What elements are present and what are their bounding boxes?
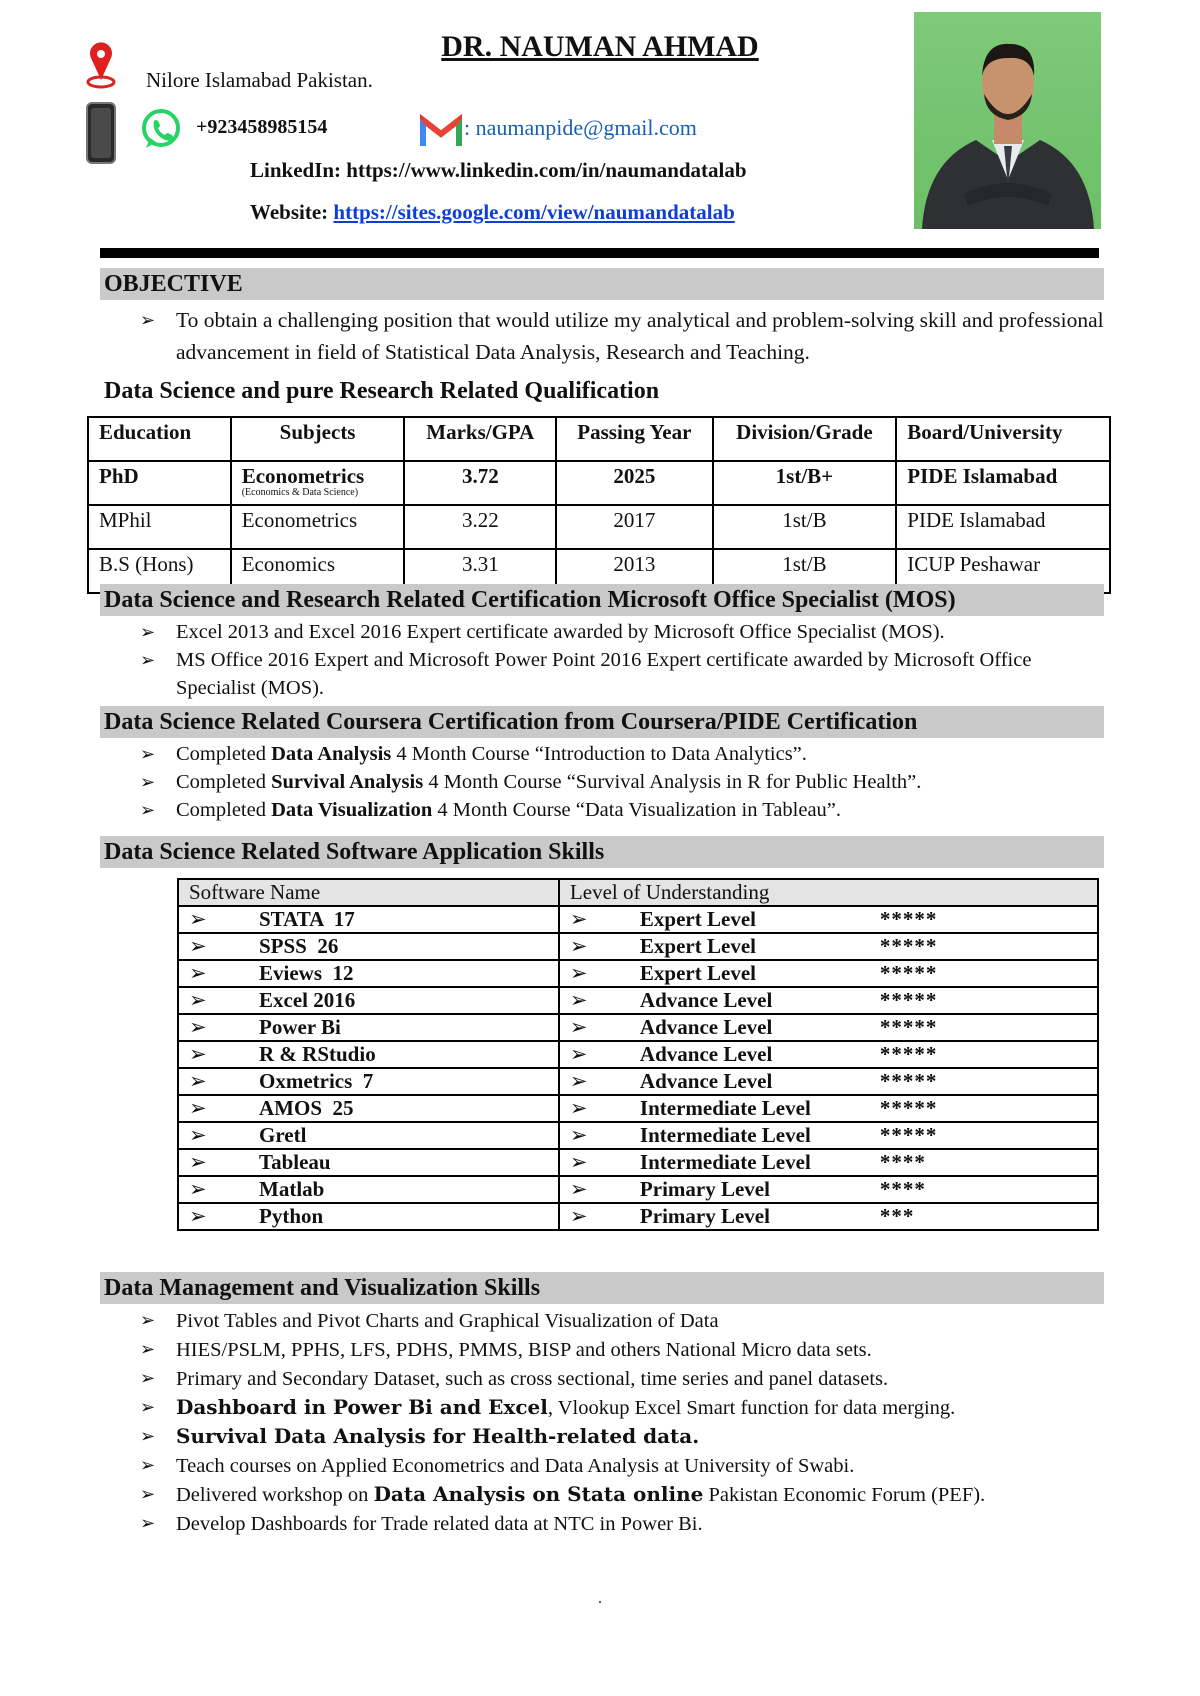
arrow-bullet-icon: ➢ <box>569 1123 588 1147</box>
header-marks: Marks/GPA <box>404 417 556 461</box>
arrow-bullet-icon: ➢ <box>569 1177 588 1201</box>
arrow-bullet-icon: ➢ <box>140 1484 156 1504</box>
list-item: ➢ Pivot Tables and Pivot Charts and Graphical Visualization of Data <box>140 1306 1110 1335</box>
arrow-bullet-icon: ➢ <box>140 1310 156 1330</box>
arrow-bullet-icon: ➢ <box>140 772 156 792</box>
software-name-cell: ➢ Matlab <box>178 1176 559 1203</box>
software-header-row <box>178 879 1098 906</box>
arrow-bullet-icon: ➢ <box>569 1096 588 1120</box>
coursera-heading: Data Science Related Coursera Certification from Coursera/PIDE Certification <box>100 706 1104 738</box>
header-divider <box>100 248 1099 258</box>
software-name-cell: ➢ AMOS 25 <box>178 1095 559 1122</box>
arrow-bullet-icon: ➢ <box>140 800 156 820</box>
rating-stars: ***** <box>879 907 938 931</box>
table-row <box>178 960 1098 987</box>
header-level: Level of Understanding <box>559 879 1098 906</box>
website-line <box>250 200 735 225</box>
level-cell: ➢ Advance Level ***** <box>559 1068 1098 1095</box>
table-row <box>178 1041 1098 1068</box>
cell-year: 2013 <box>556 549 712 593</box>
arrow-bullet-icon: ➢ <box>569 1069 588 1093</box>
cell-year: 2025 <box>556 461 712 505</box>
list-item: ➢ Completed Survival Analysis 4 Month Course “Survival Analysis in R for Public Health”. <box>140 768 1110 796</box>
list-item: ➢ Dashboard in Power Bi and Excel, Vlookup Excel Smart function for data merging. <box>140 1393 1110 1422</box>
location-pin-icon <box>84 40 118 90</box>
arrow-bullet-icon: ➢ <box>189 1096 207 1120</box>
cell-division: 1st/B <box>713 549 897 593</box>
table-row <box>88 461 1110 505</box>
arrow-bullet-icon: ➢ <box>569 934 588 958</box>
level-cell: ➢ Intermediate Level **** <box>559 1149 1098 1176</box>
whatsapp-icon <box>140 108 182 150</box>
arrow-bullet-icon: ➢ <box>140 310 156 330</box>
arrow-bullet-icon: ➢ <box>189 1069 207 1093</box>
software-name-cell: ➢ Oxmetrics 7 <box>178 1068 559 1095</box>
level-cell: ➢ Advance Level ***** <box>559 1041 1098 1068</box>
header-year: Passing Year <box>556 417 712 461</box>
rating-stars: *** <box>879 1204 915 1228</box>
coursera-list <box>140 740 1110 824</box>
arrow-bullet-icon: ➢ <box>569 1042 588 1066</box>
list-item: ➢ Survival Data Analysis for Health-related data. <box>140 1422 1110 1451</box>
list-item: ➢ Completed Data Visualization 4 Month Course “Data Visualization in Tableau”. <box>140 796 1110 824</box>
table-row <box>178 987 1098 1014</box>
table-row <box>178 1122 1098 1149</box>
address: Nilore Islamabad Pakistan. <box>146 68 373 92</box>
arrow-bullet-icon: ➢ <box>569 1015 588 1039</box>
gmail-icon <box>420 112 462 148</box>
level-cell: ➢ Advance Level ***** <box>559 987 1098 1014</box>
list-item: ➢ Teach courses on Applied Econometrics and Data Analysis at University of Swabi. <box>140 1451 1110 1480</box>
website-link[interactable]: https://sites.google.com/view/naumandatalab <box>333 200 735 224</box>
list-item: ➢ Delivered workshop on Data Analysis on Stata online Pakistan Economic Forum (PEF). <box>140 1480 1110 1509</box>
arrow-bullet-icon: ➢ <box>189 907 207 931</box>
list-item: ➢ HIES/PSLM, PPHS, LFS, PDHS, PMMS, BISP and others National Micro data sets. <box>140 1335 1110 1364</box>
software-name-cell: ➢ R & RStudio <box>178 1041 559 1068</box>
subject-note: (Economics & Data Science) <box>241 487 359 498</box>
arrow-bullet-icon: ➢ <box>140 1368 156 1388</box>
mobile-phone-icon <box>86 102 116 164</box>
table-row <box>178 1014 1098 1041</box>
arrow-bullet-icon: ➢ <box>189 1150 207 1174</box>
management-heading: Data Management and Visualization Skills <box>100 1272 1104 1304</box>
table-row <box>178 1068 1098 1095</box>
cell-gpa: 3.72 <box>404 461 556 505</box>
table-row <box>178 906 1098 933</box>
mos-heading: Data Science and Research Related Certification Microsoft Office Specialist (MOS) <box>100 584 1104 616</box>
software-name-cell: ➢ STATA 17 <box>178 906 559 933</box>
footer-mark: . <box>598 1590 602 1607</box>
software-skills-table <box>177 878 1099 1231</box>
cell-subject: Economics <box>231 549 405 593</box>
arrow-bullet-icon: ➢ <box>189 961 207 985</box>
table-row <box>178 1176 1098 1203</box>
website-label: Website: <box>250 200 334 224</box>
qualification-table <box>87 416 1111 594</box>
rating-stars: **** <box>879 1177 926 1201</box>
list-item: ➢ Excel 2013 and Excel 2016 Expert certificate awarded by Microsoft Office Specialist (MOS). <box>140 618 1110 646</box>
arrow-bullet-icon: ➢ <box>140 1397 156 1417</box>
rating-stars: ***** <box>879 961 938 985</box>
arrow-bullet-icon: ➢ <box>140 650 156 670</box>
software-heading: Data Science Related Software Application Skills <box>100 836 1104 868</box>
rating-stars: ***** <box>879 1042 938 1066</box>
rating-stars: ***** <box>879 934 938 958</box>
qualification-header-row <box>88 417 1110 461</box>
cell-subject: Econometrics (Economics & Data Science) <box>231 461 405 505</box>
cell-board: ICUP Peshawar <box>896 549 1110 593</box>
level-cell: ➢ Primary Level *** <box>559 1203 1098 1230</box>
cell-subject: Econometrics <box>231 505 405 549</box>
arrow-bullet-icon: ➢ <box>189 1015 207 1039</box>
arrow-bullet-icon: ➢ <box>569 907 588 931</box>
list-item: ➢ MS Office 2016 Expert and Microsoft Power Point 2016 Expert certificate awarded by Microsoft Office Specialist (MOS). <box>140 646 1110 702</box>
list-item: ➢ Completed Data Analysis 4 Month Course “Introduction to Data Analytics”. <box>140 740 1110 768</box>
cell-gpa: 3.31 <box>404 549 556 593</box>
arrow-bullet-icon: ➢ <box>189 1204 207 1228</box>
arrow-bullet-icon: ➢ <box>140 622 156 642</box>
arrow-bullet-icon: ➢ <box>189 1177 207 1201</box>
header-division: Division/Grade <box>713 417 897 461</box>
person-portrait-icon <box>914 12 1101 229</box>
level-cell: ➢ Advance Level ***** <box>559 1014 1098 1041</box>
software-name-cell: ➢ Tableau <box>178 1149 559 1176</box>
email-address[interactable]: : naumanpide@gmail.com <box>464 115 697 140</box>
rating-stars: ***** <box>879 1096 938 1120</box>
arrow-bullet-icon: ➢ <box>569 988 588 1012</box>
cell-education: MPhil <box>88 505 231 549</box>
header-education: Education <box>88 417 231 461</box>
arrow-bullet-icon: ➢ <box>189 1123 207 1147</box>
level-cell: ➢ Intermediate Level ***** <box>559 1122 1098 1149</box>
header-board: Board/University <box>896 417 1110 461</box>
table-row <box>178 1203 1098 1230</box>
rating-stars: **** <box>879 1150 926 1174</box>
cell-education: PhD <box>88 461 231 505</box>
arrow-bullet-icon: ➢ <box>140 1426 156 1446</box>
list-item: ➢ Primary and Secondary Dataset, such as cross sectional, time series and panel datasets. <box>140 1364 1110 1393</box>
management-list <box>140 1306 1110 1538</box>
objective-heading: OBJECTIVE <box>100 268 1104 300</box>
table-row <box>88 505 1110 549</box>
rating-stars: ***** <box>879 988 938 1012</box>
cell-division: 1st/B+ <box>713 461 897 505</box>
arrow-bullet-icon: ➢ <box>189 934 207 958</box>
software-name-cell: ➢ SPSS 26 <box>178 933 559 960</box>
arrow-bullet-icon: ➢ <box>140 1513 156 1533</box>
table-row <box>178 933 1098 960</box>
level-cell: ➢ Expert Level ***** <box>559 906 1098 933</box>
arrow-bullet-icon: ➢ <box>140 744 156 764</box>
rating-stars: ***** <box>879 1123 938 1147</box>
software-name-cell: ➢ Python <box>178 1203 559 1230</box>
resume-name: DR. NAUMAN AHMAD <box>441 30 759 63</box>
arrow-bullet-icon: ➢ <box>140 1339 156 1359</box>
arrow-bullet-icon: ➢ <box>569 961 588 985</box>
cell-board: PIDE Islamabad <box>896 461 1110 505</box>
linkedin-url[interactable]: LinkedIn: https://www.linkedin.com/in/naumandatalab <box>250 158 747 182</box>
table-row <box>178 1149 1098 1176</box>
level-cell: ➢ Expert Level ***** <box>559 960 1098 987</box>
list-item: ➢ Develop Dashboards for Trade related data at NTC in Power Bi. <box>140 1509 1110 1538</box>
cell-division: 1st/B <box>713 505 897 549</box>
arrow-bullet-icon: ➢ <box>569 1204 588 1228</box>
cell-year: 2017 <box>556 505 712 549</box>
phone-number[interactable]: +923458985154 <box>196 116 328 138</box>
arrow-bullet-icon: ➢ <box>569 1150 588 1174</box>
rating-stars: ***** <box>879 1015 938 1039</box>
cell-education: B.S (Hons) <box>88 549 231 593</box>
profile-photo <box>914 12 1101 229</box>
level-cell: ➢ Primary Level **** <box>559 1176 1098 1203</box>
objective-text: ➢ To obtain a challenging position that would utilize my analytical and problem-solving skill and professional advancement in field of Statistical Data Analysis, Research and Teaching. <box>140 304 1110 368</box>
header-subjects: Subjects <box>231 417 405 461</box>
arrow-bullet-icon: ➢ <box>189 1042 207 1066</box>
table-row <box>178 1095 1098 1122</box>
arrow-bullet-icon: ➢ <box>140 1455 156 1475</box>
rating-stars: ***** <box>879 1069 938 1093</box>
level-cell: ➢ Intermediate Level ***** <box>559 1095 1098 1122</box>
cell-board: PIDE Islamabad <box>896 505 1110 549</box>
software-name-cell: ➢ Excel 2016 <box>178 987 559 1014</box>
level-cell: ➢ Expert Level ***** <box>559 933 1098 960</box>
software-name-cell: ➢ Gretl <box>178 1122 559 1149</box>
mos-list <box>140 618 1110 702</box>
qualification-heading: Data Science and pure Research Related Qualification <box>104 378 660 404</box>
cell-gpa: 3.22 <box>404 505 556 549</box>
header-software-name: Software Name <box>178 879 559 906</box>
arrow-bullet-icon: ➢ <box>189 988 207 1012</box>
software-name-cell: ➢ Eviews 12 <box>178 960 559 987</box>
software-name-cell: ➢ Power Bi <box>178 1014 559 1041</box>
